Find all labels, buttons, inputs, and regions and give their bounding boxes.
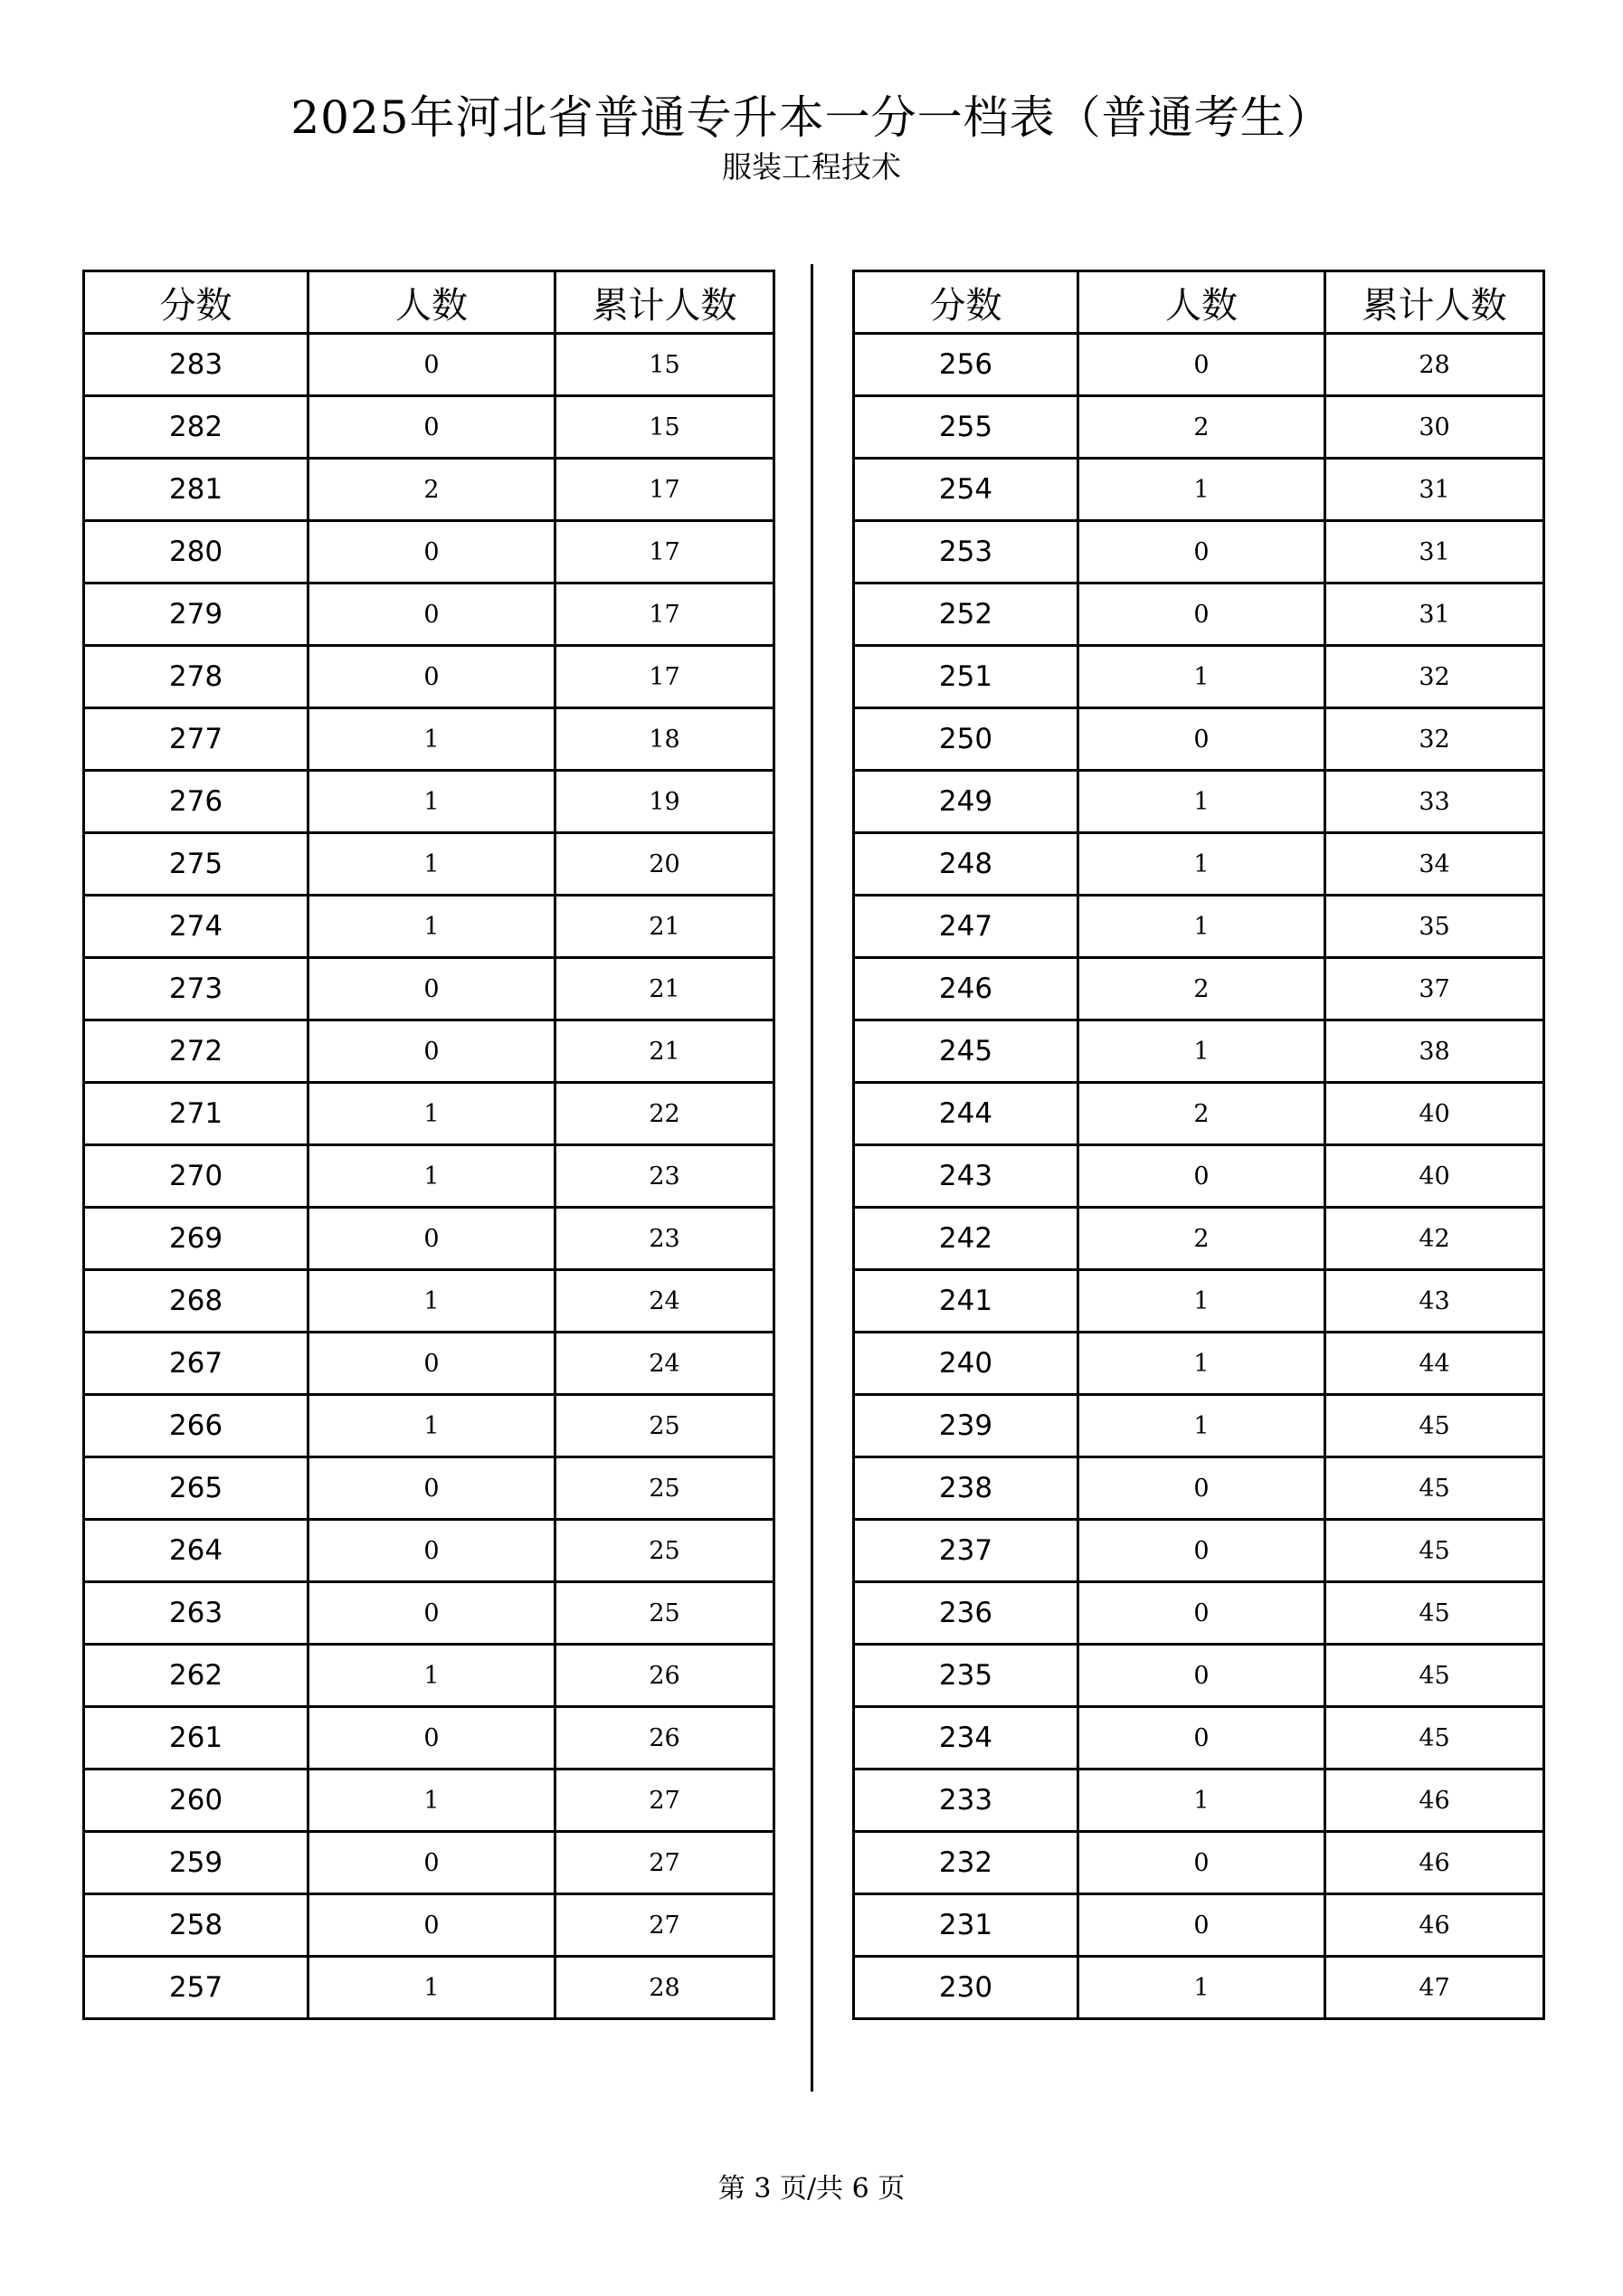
table-row [84,1894,774,1957]
count-cell: 0 [308,958,555,1020]
table-row [84,334,774,396]
cumulative-cell: 20 [555,833,774,896]
table-row [84,396,774,459]
cumulative-cell: 21 [555,958,774,1020]
score-cell: 238 [854,1457,1078,1520]
count-cell: 1 [1078,1395,1325,1457]
score-cell: 258 [84,1894,308,1957]
score-cell: 241 [854,1270,1078,1333]
header-score: 分数 [84,271,308,334]
score-cell: 237 [854,1520,1078,1582]
table-row [84,583,774,646]
count-cell: 0 [1078,1520,1325,1582]
count-cell: 2 [1078,396,1325,459]
count-cell: 0 [1078,583,1325,646]
score-cell: 231 [854,1894,1078,1957]
table-header-row [854,271,1544,334]
table-row [854,1894,1544,1957]
count-cell: 1 [308,1270,555,1333]
table-row [84,1083,774,1145]
table-row [84,459,774,521]
table-row [854,1270,1544,1333]
score-cell: 255 [854,396,1078,459]
table-row [854,1145,1544,1208]
score-cell: 235 [854,1645,1078,1707]
count-cell: 0 [308,1707,555,1769]
count-cell: 1 [308,833,555,896]
score-cell: 256 [854,334,1078,396]
count-cell: 1 [1078,1020,1325,1083]
table-row [854,896,1544,958]
score-cell: 267 [84,1333,308,1395]
score-table-left-body [84,334,774,2019]
page-footer: 第 3 页/共 6 页 [717,2173,906,2205]
cumulative-cell: 45 [1325,1457,1544,1520]
table-row [854,1333,1544,1395]
score-cell: 282 [84,396,308,459]
score-table-right [852,270,1545,2020]
cumulative-cell: 31 [1325,459,1544,521]
score-cell: 252 [854,583,1078,646]
score-table-left [82,270,775,2020]
table-row [84,1020,774,1083]
score-cell: 259 [84,1832,308,1894]
cumulative-cell: 24 [555,1270,774,1333]
count-cell: 0 [308,1832,555,1894]
score-cell: 248 [854,833,1078,896]
cumulative-cell: 38 [1325,1020,1544,1083]
count-cell: 0 [1078,1582,1325,1645]
score-cell: 276 [84,771,308,833]
score-table-right-body [854,334,1544,2019]
cumulative-cell: 25 [555,1395,774,1457]
column-divider [811,264,813,2092]
score-cell: 233 [854,1769,1078,1832]
table-row [854,833,1544,896]
count-cell: 0 [308,1457,555,1520]
table-row [84,646,774,708]
cumulative-cell: 31 [1325,521,1544,583]
score-cell: 263 [84,1582,308,1645]
score-cell: 277 [84,708,308,771]
score-cell: 250 [854,708,1078,771]
header-count: 人数 [308,271,555,334]
table-row [84,1582,774,1645]
score-cell: 273 [84,958,308,1020]
table-row [84,1707,774,1769]
table-row [84,521,774,583]
table-row [84,1832,774,1894]
score-cell: 251 [854,646,1078,708]
cumulative-cell: 27 [555,1832,774,1894]
cumulative-cell: 22 [555,1083,774,1145]
count-cell: 0 [1078,521,1325,583]
cumulative-cell: 37 [1325,958,1544,1020]
count-cell: 2 [1078,1208,1325,1270]
score-cell: 232 [854,1832,1078,1894]
score-cell: 234 [854,1707,1078,1769]
score-cell: 245 [854,1020,1078,1083]
cumulative-cell: 33 [1325,771,1544,833]
count-cell: 0 [308,396,555,459]
table-row [854,459,1544,521]
table-row [84,958,774,1020]
cumulative-cell: 45 [1325,1582,1544,1645]
cumulative-cell: 21 [555,1020,774,1083]
table-row [84,896,774,958]
count-cell: 1 [308,896,555,958]
table-row [854,1395,1544,1457]
cumulative-cell: 47 [1325,1957,1544,2019]
count-cell: 0 [308,1582,555,1645]
count-cell: 1 [1078,771,1325,833]
count-cell: 0 [308,334,555,396]
score-cell: 243 [854,1145,1078,1208]
cumulative-cell: 45 [1325,1395,1544,1457]
table-row [84,833,774,896]
cumulative-cell: 46 [1325,1894,1544,1957]
score-cell: 283 [84,334,308,396]
count-cell: 1 [1078,459,1325,521]
table-row [84,708,774,771]
cumulative-cell: 40 [1325,1083,1544,1145]
score-cell: 269 [84,1208,308,1270]
score-cell: 247 [854,896,1078,958]
cumulative-cell: 23 [555,1208,774,1270]
cumulative-cell: 32 [1325,646,1544,708]
cumulative-cell: 17 [555,646,774,708]
score-cell: 270 [84,1145,308,1208]
count-cell: 0 [308,1894,555,1957]
count-cell: 0 [1078,1707,1325,1769]
score-cell: 279 [84,583,308,646]
count-cell: 1 [308,771,555,833]
header-score: 分数 [854,271,1078,334]
table-row [84,1395,774,1457]
count-cell: 0 [1078,1894,1325,1957]
page-title: 2025年河北省普通专升本一分一档表（普通考生） [290,91,1333,144]
cumulative-cell: 27 [555,1769,774,1832]
cumulative-cell: 17 [555,583,774,646]
cumulative-cell: 15 [555,334,774,396]
header-cumulative: 累计人数 [555,271,774,334]
cumulative-cell: 42 [1325,1208,1544,1270]
cumulative-cell: 46 [1325,1832,1544,1894]
table-row [84,1520,774,1582]
cumulative-cell: 23 [555,1145,774,1208]
cumulative-cell: 18 [555,708,774,771]
cumulative-cell: 26 [555,1645,774,1707]
score-cell: 272 [84,1020,308,1083]
header-count: 人数 [1078,271,1325,334]
count-cell: 0 [1078,1832,1325,1894]
table-row [84,1145,774,1208]
table-row [854,1020,1544,1083]
cumulative-cell: 25 [555,1520,774,1582]
count-cell: 0 [1078,1145,1325,1208]
count-cell: 1 [1078,896,1325,958]
score-cell: 278 [84,646,308,708]
table-row [854,521,1544,583]
cumulative-cell: 17 [555,459,774,521]
table-row [84,771,774,833]
cumulative-cell: 30 [1325,396,1544,459]
score-cell: 242 [854,1208,1078,1270]
cumulative-cell: 45 [1325,1520,1544,1582]
table-row [84,1208,774,1270]
table-row [854,1582,1544,1645]
table-row [854,334,1544,396]
table-row [84,1769,774,1832]
count-cell: 1 [1078,646,1325,708]
cumulative-cell: 46 [1325,1769,1544,1832]
score-cell: 271 [84,1083,308,1145]
cumulative-cell: 24 [555,1333,774,1395]
score-cell: 254 [854,459,1078,521]
cumulative-cell: 17 [555,521,774,583]
count-cell: 1 [308,1957,555,2019]
table-row [854,1769,1544,1832]
count-cell: 2 [1078,1083,1325,1145]
cumulative-cell: 28 [1325,334,1544,396]
score-cell: 264 [84,1520,308,1582]
table-row [854,1957,1544,2019]
cumulative-cell: 44 [1325,1333,1544,1395]
cumulative-cell: 32 [1325,708,1544,771]
table-row [854,1208,1544,1270]
score-cell: 236 [854,1582,1078,1645]
count-cell: 0 [1078,1457,1325,1520]
score-cell: 275 [84,833,308,896]
score-cell: 261 [84,1707,308,1769]
header-cumulative: 累计人数 [1325,271,1544,334]
score-cell: 262 [84,1645,308,1707]
count-cell: 0 [1078,708,1325,771]
score-cell: 280 [84,521,308,583]
table-row [84,1333,774,1395]
count-cell: 1 [1078,1270,1325,1333]
score-cell: 268 [84,1270,308,1333]
cumulative-cell: 35 [1325,896,1544,958]
count-cell: 0 [1078,1645,1325,1707]
count-cell: 1 [1078,1333,1325,1395]
count-cell: 1 [1078,833,1325,896]
count-cell: 1 [308,1645,555,1707]
cumulative-cell: 19 [555,771,774,833]
cumulative-cell: 21 [555,896,774,958]
count-cell: 1 [1078,1957,1325,2019]
table-row [854,1832,1544,1894]
count-cell: 0 [308,521,555,583]
cumulative-cell: 45 [1325,1707,1544,1769]
cumulative-cell: 40 [1325,1145,1544,1208]
score-cell: 249 [854,771,1078,833]
count-cell: 0 [308,1333,555,1395]
count-cell: 0 [308,1208,555,1270]
score-cell: 230 [854,1957,1078,2019]
major-subtitle: 服装工程技术 [722,149,901,185]
table-row [854,708,1544,771]
count-cell: 1 [308,1769,555,1832]
table-row [854,1457,1544,1520]
count-cell: 1 [308,1145,555,1208]
score-cell: 257 [84,1957,308,2019]
cumulative-cell: 15 [555,396,774,459]
score-cell: 246 [854,958,1078,1020]
count-cell: 1 [308,1083,555,1145]
cumulative-cell: 34 [1325,833,1544,896]
table-header-row [84,271,774,334]
count-cell: 1 [308,708,555,771]
count-cell: 0 [308,583,555,646]
table-row [84,1645,774,1707]
table-row [854,646,1544,708]
count-cell: 0 [308,646,555,708]
count-cell: 0 [308,1520,555,1582]
cumulative-cell: 25 [555,1457,774,1520]
score-cell: 266 [84,1395,308,1457]
score-cell: 260 [84,1769,308,1832]
count-cell: 1 [1078,1769,1325,1832]
score-cell: 253 [854,521,1078,583]
count-cell: 2 [1078,958,1325,1020]
count-cell: 1 [308,1395,555,1457]
score-cell: 239 [854,1395,1078,1457]
score-cell: 240 [854,1333,1078,1395]
table-row [84,1270,774,1333]
table-row [84,1957,774,2019]
table-row [854,1707,1544,1769]
cumulative-cell: 43 [1325,1270,1544,1333]
count-cell: 0 [1078,334,1325,396]
cumulative-cell: 28 [555,1957,774,2019]
table-row [854,583,1544,646]
table-row [854,1083,1544,1145]
cumulative-cell: 31 [1325,583,1544,646]
table-row [854,1645,1544,1707]
cumulative-cell: 26 [555,1707,774,1769]
count-cell: 2 [308,459,555,521]
score-cell: 265 [84,1457,308,1520]
table-row [84,1457,774,1520]
table-row [854,396,1544,459]
cumulative-cell: 45 [1325,1645,1544,1707]
table-row [854,1520,1544,1582]
score-cell: 244 [854,1083,1078,1145]
cumulative-cell: 25 [555,1582,774,1645]
count-cell: 0 [308,1020,555,1083]
score-cell: 281 [84,459,308,521]
table-row [854,771,1544,833]
table-row [854,958,1544,1020]
cumulative-cell: 27 [555,1894,774,1957]
score-cell: 274 [84,896,308,958]
